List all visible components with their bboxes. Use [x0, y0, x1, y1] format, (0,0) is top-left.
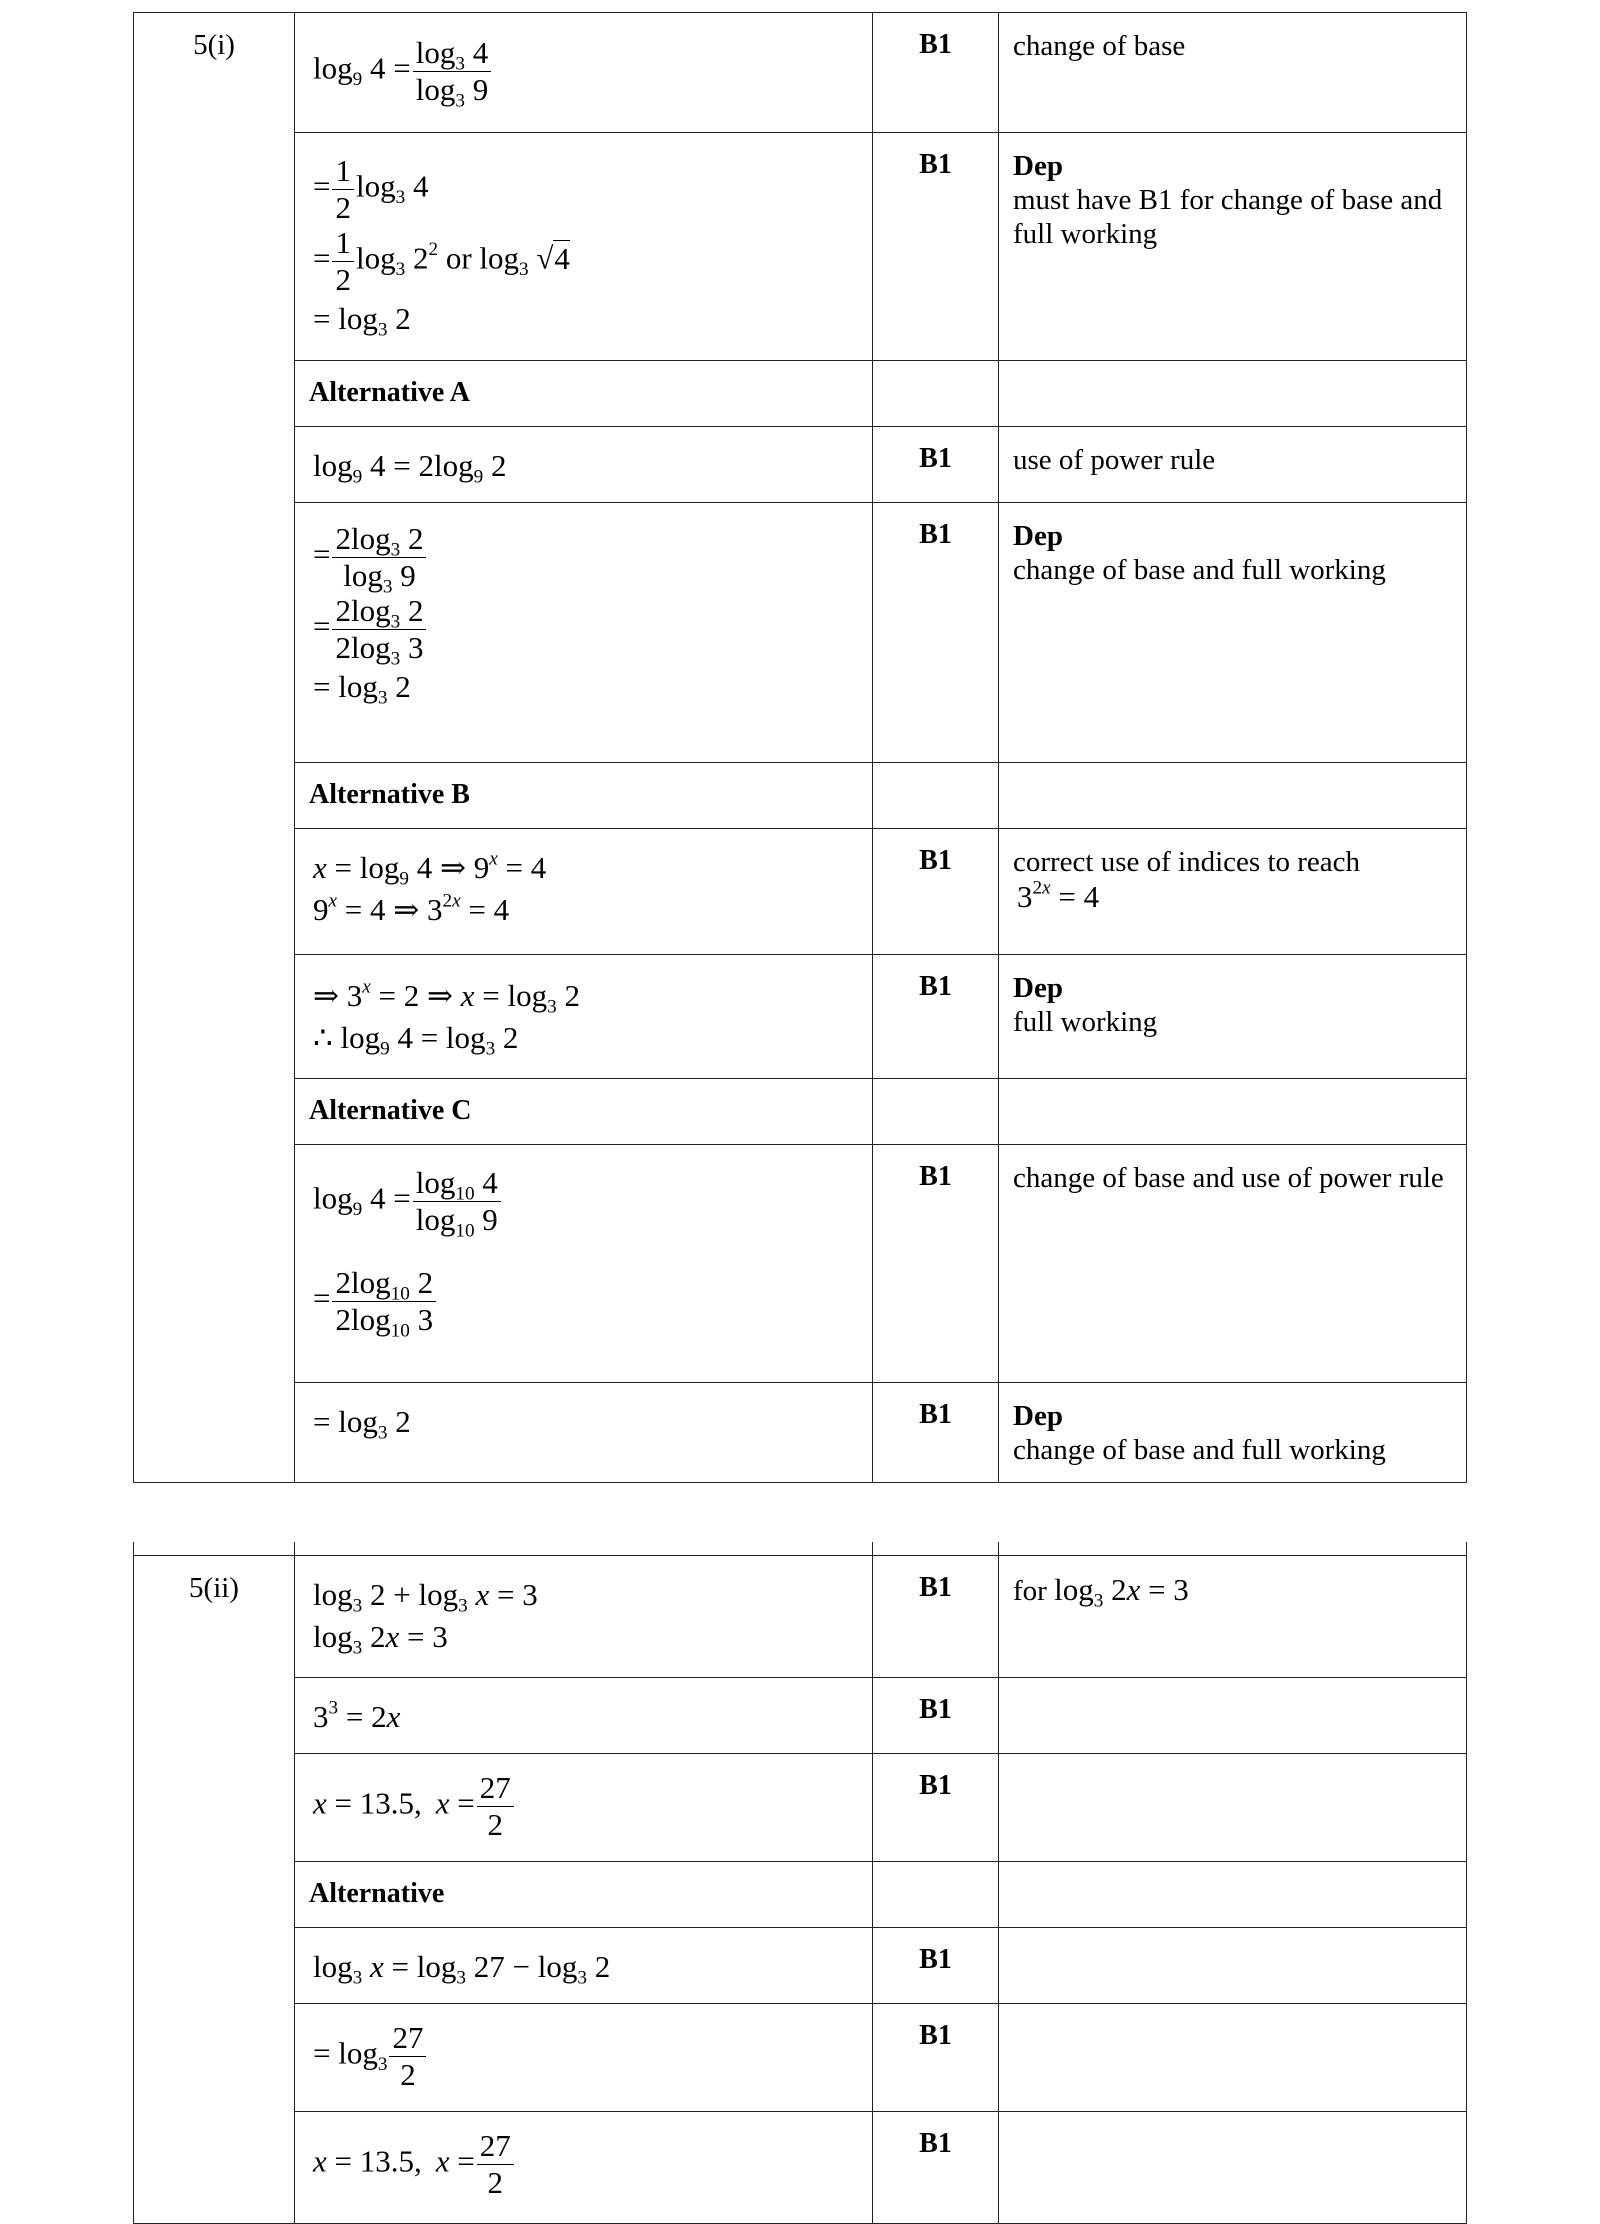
answer-cell: $\log_9 4$ = $\frac{\log_3 4}{\log_3 9}$ — [295, 13, 873, 133]
mark-cell: B1 — [873, 133, 999, 361]
divider — [872, 1542, 873, 1556]
table-row — [134, 1383, 1467, 1483]
answer-cell: $\log_9 4$ = $\frac{\log_{10} 4}{\log_{10} 9}$ = $\frac{2\log_{10} 2}{2\log_{10} 3}$ — [295, 1145, 873, 1383]
table-row — [134, 1862, 1467, 1928]
answer-cell: = $\frac{1}{2}$ $\log_3 4$ = $\frac{1}{2}$ $\log_3 2^2$ or $\log_3 √4$ = $\log_3 2$ — [295, 133, 873, 361]
divider — [998, 1542, 999, 1556]
mark-cell: B1 — [873, 1678, 999, 1754]
mark-scheme-table-5i — [133, 12, 1467, 1483]
table-row — [134, 2112, 1467, 2224]
alternative-heading: Alternative C — [295, 1079, 873, 1145]
dep-label: Dep — [1013, 1400, 1063, 1432]
answer-cell: $3^3 = 2x$ — [295, 1678, 873, 1754]
guidance-cell: Dep full working — [999, 955, 1467, 1079]
mark-cell: B1 — [873, 13, 999, 133]
guidance-cell: correct use of indices to reach $3^{2x} = 4$ — [999, 829, 1467, 955]
mark-cell: B1 — [873, 955, 999, 1079]
dep-label: Dep — [1013, 972, 1063, 1004]
guidance-cell: Dep change of base and full working — [999, 503, 1467, 763]
mark-cell: B1 — [873, 1383, 999, 1483]
guidance-cell: Dep must have B1 for change of base and full working — [999, 133, 1467, 361]
dep-label: Dep — [1013, 520, 1063, 552]
answer-cell: x = 13.5, x = $\frac{27}{2}$ — [295, 2112, 873, 2224]
table-row — [134, 1928, 1467, 2004]
mark-cell: B1 — [873, 2112, 999, 2224]
table-row — [134, 1678, 1467, 1754]
question-number: 5(i) — [134, 13, 295, 1483]
answer-cell: = $\log_3 2$ — [295, 1383, 873, 1483]
table-row — [134, 361, 1467, 427]
answer-cell: $x = \log_9 4$ ⇒ $9^x = 4$ $9^x = 4$ ⇒ $3^{2x} = 4$ — [295, 829, 873, 955]
mark-cell: B1 — [873, 1754, 999, 1862]
answer-cell: $\log_3 x = \log_3 27 - \log_3 2$ — [295, 1928, 873, 2004]
question-number: 5(ii) — [134, 1556, 295, 2224]
table-row — [134, 1145, 1467, 1383]
guidance-cell: for $\log_3 2x = 3$ — [999, 1556, 1467, 1678]
dep-label: Dep — [1013, 150, 1063, 182]
mark-cell: B1 — [873, 427, 999, 503]
answer-cell: = $\log_3$ $\frac{27}{2}$ — [295, 2004, 873, 2112]
answer-cell: = $\frac{2\log_3 2}{\log_3 9}$ = $\frac{2\log_3 2}{2\log_3 3}$ = $\log_3 2$ — [295, 503, 873, 763]
alternative-heading: Alternative A — [295, 361, 873, 427]
guidance-cell: change of base and use of power rule — [999, 1145, 1467, 1383]
divider — [294, 1542, 295, 1556]
table-row — [134, 503, 1467, 763]
mark-cell: B1 — [873, 829, 999, 955]
mark-cell: B1 — [873, 1928, 999, 2004]
guidance-cell: Dep change of base and full working — [999, 1383, 1467, 1483]
answer-cell: x = 13.5, x = $\frac{27}{2}$ — [295, 1754, 873, 1862]
table-row — [134, 133, 1467, 361]
table-row — [134, 829, 1467, 955]
mark-cell: B1 — [873, 1556, 999, 1678]
mark-cell: B1 — [873, 1145, 999, 1383]
mark-scheme-table-5ii — [133, 1555, 1467, 2224]
answer-cell: $\log_3 2 + \log_3 x = 3$ $\log_3 2x = 3$ — [295, 1556, 873, 1678]
answer-cell: $\log_9 4 = 2\log_9$ 2 — [295, 427, 873, 503]
table-row — [134, 763, 1467, 829]
answer-cell: ⇒ $3^x = 2$ ⇒ $x = \log_3 2$ ∴ $\log_9 4 = \log_3 2$ — [295, 955, 873, 1079]
table-row — [134, 13, 1467, 133]
table-row — [134, 1556, 1467, 1678]
mark-cell: B1 — [873, 503, 999, 763]
divider — [1466, 1542, 1467, 1556]
table-row — [134, 427, 1467, 503]
mark-cell: B1 — [873, 2004, 999, 2112]
alternative-heading: Alternative B — [295, 763, 873, 829]
table-row — [134, 955, 1467, 1079]
table-row — [134, 2004, 1467, 2112]
table-row — [134, 1754, 1467, 1862]
divider — [133, 1542, 134, 1556]
table-row — [134, 1079, 1467, 1145]
alternative-heading: Alternative — [295, 1862, 873, 1928]
guidance-cell: use of power rule — [999, 427, 1467, 503]
guidance-cell: change of base — [999, 13, 1467, 133]
